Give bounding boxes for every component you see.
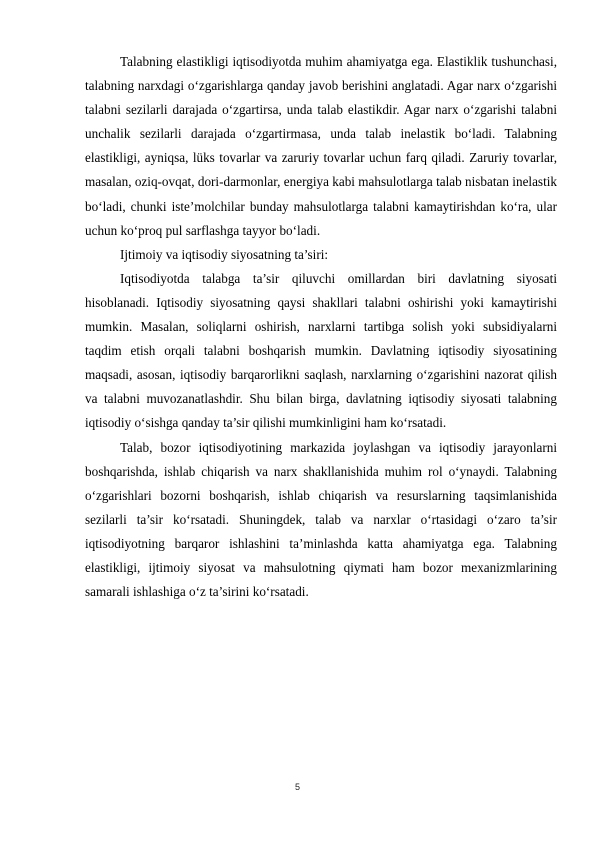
paragraph-elasticity: Talabning elastikligi iqtisodiyotda muhim ahamiyatga ega. Elastiklik tushunchasi, talabning narxdagi o‘zgarishlarga qanday javob berishini anglatadi. Agar narx o‘zgarishi talabni sezilarli darajada o‘zgartirsa, unda talab elastikdir. Agar narx o‘zgarishi talabni unchalik sezilarli darajada o‘zgartirmasa, unda talab inelastik bo‘ladi. Talabning elastikligi, ayniqsa, lüks tovarlar va zaruriy tovarlar uchun farq qiladi. Zaruriy tovarlar, masalan, oziq-ovqat, dori-darmonlar, energiya kabi mahsulotlarga talab nisbatan inelastik bo‘ladi, chunki iste’molchilar bunday mahsulotlarga talabni kamaytirishdan ko‘ra, ular uchun ko‘proq pul sarflashga tayyor bo‘ladi.: [85, 54, 557, 238]
section-heading-policy: Ijtimoiy va iqtisodiy siyosatning ta’siri:: [120, 246, 329, 262]
paragraph-government-policy: Iqtisodiyotda talabga ta’sir qiluvchi omillardan biri davlatning siyosati hisoblanadi. Iqtisodiy siyosatning qaysi shakllari talabni oshirishi yoki kamaytirishi mumkin. Masalan, soliqlarni oshirish, narxlarni tartibga solish yoki subsidiyalarni taqdim etish orqali talabni boshqarish mumkin. Davlatning iqtisodiy siyosatining maqsadi, asosan, iqtisodiy barqarorlikni saqlash, narxlarning o‘zgarishini nazorat qilish va talabni muvozanatlashdir. Shu bilan birga, davlatning iqtisodiy siyosati talabning iqtisodiy o‘sishga qanday ta’sir qilishi mumkinligini ham ko‘rsatadi.: [85, 270, 557, 431]
paragraph-conclusion: Talab, bozor iqtisodiyotining markazida joylashgan va iqtisodiy jarayonlarni boshqarishda, ishlab chiqarish va narx shakllanishida muhim rol o‘ynaydi. Talabning o‘zgarishlari bozorni boshqarish, ishlab chiqarish va resurslarning taqsimlanishida sezilarli ta’sir ko‘rsatadi. Shuningdek, talab va narxlar o‘rtasidagi o‘zaro ta’sir iqtisodiyotning barqaror ishlashini ta’minlashda katta ahamiyatga ega. Talabning elastikligi, ijtimoiy siyosat va mahsulotning qiymati ham bozor mexanizmlarining samarali ishlashiga o‘z ta’sirini ko‘rsatadi.: [85, 439, 557, 600]
page-number: 5: [294, 782, 300, 792]
body-text: [85, 50, 557, 604]
